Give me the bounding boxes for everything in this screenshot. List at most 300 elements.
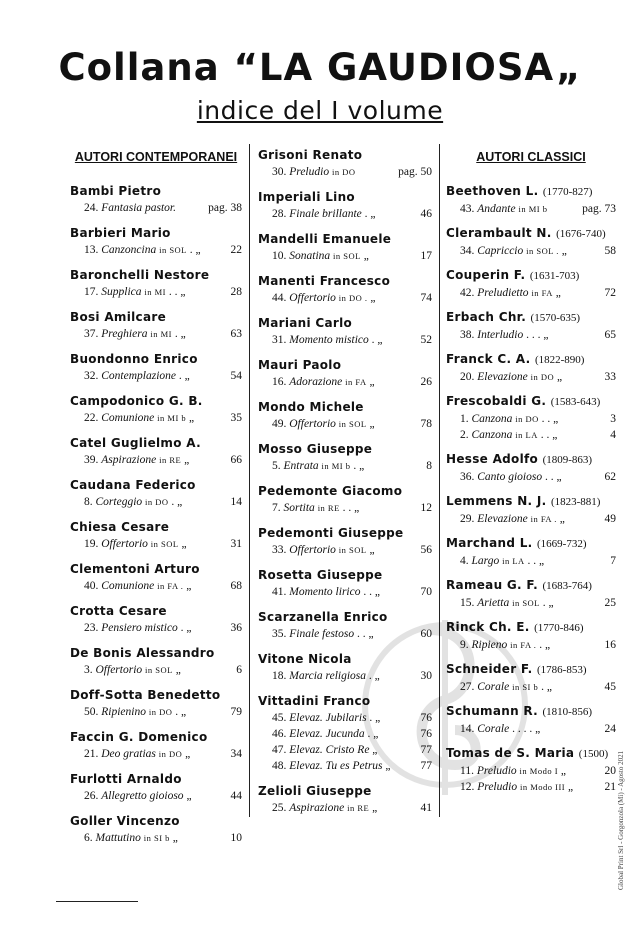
composer-entry <box>70 560 242 602</box>
composer-name <box>258 146 432 164</box>
composer-name <box>258 482 432 500</box>
composer-name-text: Caudana Federico <box>70 478 196 492</box>
page-number: 46 <box>420 208 432 220</box>
leader-dots: . „ <box>353 460 365 472</box>
piece-line <box>70 452 242 468</box>
page-number: pag. 50 <box>398 166 432 178</box>
piece-number: 23. <box>84 622 99 634</box>
piece-key: in FA . <box>157 581 184 591</box>
piece-title: Comunione <box>101 580 155 592</box>
composer-entry <box>258 230 432 272</box>
composer-entry <box>258 608 432 650</box>
piece-title: Andante <box>477 203 516 215</box>
piece-title: Elevaz. Jubilaris <box>289 712 367 724</box>
page-number: 4 <box>610 429 616 441</box>
leader-dots: „ <box>385 760 391 772</box>
piece-number: 24. <box>84 202 99 214</box>
composer-name <box>258 650 432 668</box>
piece-line <box>258 416 432 432</box>
piece-number: 19. <box>84 538 99 550</box>
composer-name <box>258 230 432 248</box>
page-number: pag. 73 <box>582 203 616 215</box>
page-number: 20 <box>604 765 616 777</box>
piece-line <box>258 248 432 264</box>
composer-entry <box>258 566 432 608</box>
composer-entry <box>70 182 242 224</box>
composer-name-text: Couperin F. <box>446 268 526 282</box>
piece-line <box>70 410 242 426</box>
composer-name <box>446 744 616 763</box>
composer-name <box>446 660 616 679</box>
composer-name-text: Mariani Carlo <box>258 316 353 330</box>
leader-dots: . „ <box>371 334 383 346</box>
piece-key: in DO <box>148 707 173 717</box>
leader-dots: . . „ <box>356 628 374 640</box>
piece-key: in RE <box>347 803 370 813</box>
column-heading: AUTORI CLASSICI <box>476 150 586 164</box>
piece-title: Offertorio <box>289 418 336 430</box>
composer-name-text: Campodonico G. B. <box>70 394 203 408</box>
composer-name <box>446 492 616 511</box>
composer-name <box>70 812 242 830</box>
piece-line <box>70 746 242 762</box>
piece-number: 21. <box>84 748 99 760</box>
page-number: 22 <box>230 244 242 256</box>
composer-name-text: Pedemonte Giacomo <box>258 484 403 498</box>
composer-name-text: Beethoven L. <box>446 184 539 198</box>
composer-name <box>258 188 432 206</box>
piece-number: 11. <box>460 765 474 777</box>
leader-dots: . . . „ <box>526 329 549 341</box>
piece-line <box>446 369 616 385</box>
leader-dots: „ <box>175 664 181 676</box>
composer-entry <box>446 224 616 266</box>
piece-number: 7. <box>272 502 281 514</box>
composer-name-text: Marchand L. <box>446 536 533 550</box>
collection-title: Collana “LA GAUDIOSA„ <box>58 46 582 89</box>
piece-line <box>70 494 242 510</box>
leader-dots: . . . . „ <box>512 723 541 735</box>
piece-title: Offertorio <box>289 544 336 556</box>
piece-title: Fantasia pastor. <box>101 202 177 214</box>
composer-name <box>70 560 242 578</box>
composer-entry <box>70 224 242 266</box>
piece-key: in DO <box>530 372 555 382</box>
leader-dots: „ <box>561 245 567 257</box>
composer-name-text: Crotta Cesare <box>70 604 167 618</box>
composer-dates: (1810-856) <box>542 706 593 718</box>
piece-title: Sonatina <box>289 250 331 262</box>
piece-line <box>258 800 432 816</box>
piece-line <box>446 763 616 779</box>
piece-number: 2. <box>460 429 469 441</box>
page-number: 68 <box>230 580 242 592</box>
page-number: pag. 38 <box>208 202 242 214</box>
page-number: 3 <box>610 413 616 425</box>
piece-number: 32. <box>84 370 99 382</box>
piece-title: Aspirazione <box>289 802 345 814</box>
piece-title: Preludio <box>289 166 330 178</box>
piece-line <box>70 620 242 636</box>
composer-name-text: Faccin G. Domenico <box>70 730 208 744</box>
column-divider-right <box>439 144 440 817</box>
piece-line <box>446 553 616 569</box>
composer-dates: (1809-863) <box>542 454 593 466</box>
composer-entry <box>70 686 242 728</box>
piece-line <box>70 536 242 552</box>
page-number: 65 <box>604 329 616 341</box>
piece-title: Canzona <box>471 429 513 441</box>
composer-name-text: Zelioli Giuseppe <box>258 784 372 798</box>
composer-entry <box>446 744 616 802</box>
page-number: 49 <box>604 513 616 525</box>
composer-dates: (1631-703) <box>529 270 580 282</box>
piece-line <box>446 779 616 795</box>
page-number: 77 <box>420 744 432 756</box>
composer-entry <box>446 702 616 744</box>
composer-name <box>70 392 242 410</box>
piece-number: 45. <box>272 712 287 724</box>
composer-name <box>258 524 432 542</box>
piece-line <box>70 578 242 594</box>
composer-entry <box>258 650 432 692</box>
composer-name-text: Goller Vincenzo <box>70 814 180 828</box>
composer-entry <box>446 308 616 350</box>
page-number: 6 <box>236 664 242 676</box>
piece-number: 43. <box>460 203 475 215</box>
piece-line <box>258 206 432 222</box>
piece-title: Canzoncina <box>101 244 157 256</box>
composer-entry <box>258 356 432 398</box>
composer-entry <box>70 266 242 308</box>
composer-entry <box>70 308 242 350</box>
composer-name-text: Bosi Amilcare <box>70 310 167 324</box>
page-number: 30 <box>420 670 432 682</box>
composer-entry <box>446 392 616 450</box>
composer-name-text: Rinck Ch. E. <box>446 620 530 634</box>
piece-title: Entrata <box>283 460 319 472</box>
piece-key: in SOL <box>159 245 187 255</box>
leader-dots: . . „ <box>363 586 380 598</box>
piece-number: 5. <box>272 460 281 472</box>
piece-line <box>70 326 242 342</box>
page-number: 63 <box>230 328 242 340</box>
leader-dots: . „ <box>180 622 192 634</box>
piece-title: Momento mistico <box>289 334 369 346</box>
composer-name <box>446 266 616 285</box>
leader-dots: „ <box>363 250 369 262</box>
piece-number: 22. <box>84 412 99 424</box>
composer-name-text: Bambi Pietro <box>70 184 162 198</box>
piece-line <box>446 201 616 217</box>
piece-line <box>258 758 432 774</box>
piece-title: Corale <box>477 723 510 735</box>
page-number: 45 <box>604 681 616 693</box>
piece-number: 17. <box>84 286 99 298</box>
piece-line <box>258 584 432 600</box>
piece-number: 14. <box>460 723 475 735</box>
composer-name-text: Buondonno Enrico <box>70 352 198 366</box>
composer-name-text: Scarzanella Enrico <box>258 610 388 624</box>
leader-dots: „ <box>372 802 378 814</box>
piece-title: Adorazione <box>289 376 343 388</box>
piece-number: 16. <box>272 376 287 388</box>
composer-entry <box>70 476 242 518</box>
page-number: 28 <box>230 286 242 298</box>
composer-name-text: Frescobaldi G. <box>446 394 547 408</box>
piece-number: 8. <box>84 496 93 508</box>
piece-line <box>258 668 432 684</box>
piece-number: 31. <box>272 334 287 346</box>
piece-title: Mattutino <box>95 832 141 844</box>
piece-title: Corale <box>477 681 510 693</box>
piece-number: 35. <box>272 628 287 640</box>
composer-entry <box>446 450 616 492</box>
composer-entry <box>258 314 432 356</box>
piece-line <box>70 368 242 384</box>
piece-title: Finale festoso <box>289 628 355 640</box>
piece-key: in DO . <box>338 293 368 303</box>
piece-key: in SOL <box>333 251 361 261</box>
leader-dots: „ <box>560 765 567 777</box>
piece-key: in SOL <box>338 545 367 555</box>
composer-name <box>70 266 242 284</box>
composer-name <box>70 350 242 368</box>
composer-name-text: De Bonis Alessandro <box>70 646 215 660</box>
leader-dots: „ <box>181 538 187 550</box>
piece-title: Comunione <box>101 412 155 424</box>
leader-dots: „ <box>184 454 190 466</box>
piece-line <box>258 164 432 180</box>
composer-name-text: Furlotti Arnaldo <box>70 772 182 786</box>
leader-dots: . „ <box>539 639 551 651</box>
piece-key: in RE <box>317 503 340 513</box>
composer-name-text: Barbieri Mario <box>70 226 171 240</box>
piece-title: Arietta <box>477 597 510 609</box>
piece-key: in DO <box>331 167 356 177</box>
composer-entry <box>446 576 616 618</box>
composer-name <box>258 314 432 332</box>
piece-line <box>446 285 616 301</box>
composer-entry <box>70 434 242 476</box>
piece-number: 48. <box>272 760 287 772</box>
page-number: 17 <box>420 250 432 262</box>
piece-line <box>446 679 616 695</box>
piece-key: in SI b <box>143 833 170 843</box>
composer-entry <box>258 524 432 566</box>
composer-dates: (1786-853) <box>537 664 587 676</box>
leader-dots: „ <box>369 544 375 556</box>
composer-name <box>70 770 242 788</box>
composer-name-text: Mandelli Emanuele <box>258 232 392 246</box>
composer-name-text: Rameau G. F. <box>446 578 538 592</box>
composer-dates: (1676-740) <box>556 228 606 240</box>
piece-title: Contemplazione <box>101 370 176 382</box>
composer-name-text: Rosetta Giuseppe <box>258 568 383 582</box>
composer-entry <box>258 782 432 824</box>
composer-name <box>446 534 616 553</box>
piece-title: Preludio <box>477 781 518 793</box>
composer-name-text: Chiesa Cesare <box>70 520 170 534</box>
composer-name <box>70 602 242 620</box>
leader-dots: . . „ <box>168 286 186 298</box>
page-number: 79 <box>230 706 242 718</box>
page-number: 35 <box>230 412 242 424</box>
composer-name <box>446 702 616 721</box>
composer-name <box>258 398 432 416</box>
piece-title: Pensiero mistico <box>101 622 178 634</box>
composer-name <box>70 644 242 662</box>
piece-title: Offertorio <box>101 538 148 550</box>
composer-name-text: Grisoni Renato <box>258 148 363 162</box>
piece-line <box>70 788 242 804</box>
composer-entry <box>70 392 242 434</box>
piece-line <box>70 242 242 258</box>
piece-number: 50. <box>84 706 99 718</box>
piece-title: Allegretto gioioso <box>101 790 184 802</box>
piece-line <box>446 427 616 443</box>
leader-dots: . . „ <box>540 429 558 441</box>
piece-title: Capriccio <box>477 245 524 257</box>
piece-number: 33. <box>272 544 287 556</box>
piece-key: in Modo III <box>519 782 566 792</box>
piece-title: Elevaz. Tu es Petrus <box>289 760 383 772</box>
piece-title: Elevazione <box>477 513 528 525</box>
leader-dots: „ <box>369 418 375 430</box>
composer-entry <box>258 398 432 440</box>
composer-dates: (1770-827) <box>542 186 593 198</box>
composer-entry <box>70 518 242 560</box>
page-number: 78 <box>420 418 432 430</box>
piece-title: Supplica <box>101 286 142 298</box>
composer-dates: (1570-635) <box>530 312 581 324</box>
composer-name-text: Lemmens N. J. <box>446 494 547 508</box>
piece-line <box>258 710 432 726</box>
piece-line <box>70 662 242 678</box>
composer-entry <box>70 350 242 392</box>
piece-key: in SOL . <box>526 246 559 256</box>
page-number: 77 <box>420 760 432 772</box>
page-number: 72 <box>604 287 616 299</box>
piece-line <box>446 469 616 485</box>
piece-number: 13. <box>84 244 99 256</box>
composer-dates: (1822-890) <box>534 354 585 366</box>
piece-number: 25. <box>272 802 287 814</box>
piece-title: Momento lirico <box>289 586 361 598</box>
piece-line <box>258 742 432 758</box>
composer-name-text: Baronchelli Nestore <box>70 268 210 282</box>
composer-name <box>446 576 616 595</box>
piece-number: 3. <box>84 664 93 676</box>
piece-line <box>258 542 432 558</box>
leader-dots: „ <box>186 580 192 592</box>
composer-name-text: Tomas de S. Maria <box>446 746 575 760</box>
page-number: 7 <box>610 555 616 567</box>
leader-dots: . „ <box>364 208 376 220</box>
piece-line <box>70 200 242 216</box>
piece-number: 27. <box>460 681 475 693</box>
leader-dots: „ <box>185 748 191 760</box>
piece-key: in RE <box>159 455 182 465</box>
page-number: 74 <box>420 292 432 304</box>
page-number: 62 <box>604 471 616 483</box>
composer-name <box>258 782 432 800</box>
piece-number: 44. <box>272 292 287 304</box>
piece-number: 41. <box>272 586 287 598</box>
piece-number: 49. <box>272 418 287 430</box>
piece-number: 28. <box>272 208 287 220</box>
piece-number: 47. <box>272 744 287 756</box>
piece-number: 40. <box>84 580 99 592</box>
leader-dots: . „ <box>369 712 381 724</box>
page-number: 44 <box>230 790 242 802</box>
page-number: 26 <box>420 376 432 388</box>
composer-name <box>70 182 242 200</box>
page-number: 10 <box>230 832 242 844</box>
composer-name-text: Mosso Giuseppe <box>258 442 373 456</box>
piece-number: 42. <box>460 287 475 299</box>
composer-name <box>446 182 616 201</box>
piece-title: Offertorio <box>95 664 143 676</box>
piece-line <box>446 637 616 653</box>
composer-name-text: Franck C. A. <box>446 352 531 366</box>
composer-name <box>258 608 432 626</box>
composer-name-text: Vittadini Franco <box>258 694 371 708</box>
page-number: 41 <box>420 802 432 814</box>
composer-name-text: Schumann R. <box>446 704 539 718</box>
piece-key: in LA <box>502 556 525 566</box>
piece-number: 36. <box>460 471 475 483</box>
piece-key: in LA <box>515 430 538 440</box>
piece-title: Preludietto <box>477 287 529 299</box>
page-number: 58 <box>604 245 616 257</box>
leader-dots: „ <box>372 744 378 756</box>
piece-key: in MI b <box>518 204 548 214</box>
piece-key: in MI b <box>321 461 351 471</box>
piece-title: Preghiera <box>101 328 148 340</box>
piece-title: Finale brillante <box>289 208 362 220</box>
composer-name <box>70 518 242 536</box>
piece-title: Corteggio <box>95 496 143 508</box>
page-number: 12 <box>420 502 432 514</box>
piece-title: Canto gioioso <box>477 471 543 483</box>
page-number: 56 <box>420 544 432 556</box>
page-number: 70 <box>420 586 432 598</box>
piece-key: in MI <box>150 329 172 339</box>
composer-name-text: Erbach Chr. <box>446 310 527 324</box>
leader-dots: . „ <box>171 496 183 508</box>
volume-index-subtitle: indice del I volume <box>196 96 444 125</box>
composer-name <box>70 686 242 704</box>
piece-line <box>446 327 616 343</box>
page-number: 14 <box>230 496 242 508</box>
leader-dots: . . „ <box>342 502 360 514</box>
piece-number: 1. <box>460 413 469 425</box>
composer-name-text: Clementoni Arturo <box>70 562 200 576</box>
composer-name-text: Imperiali Lino <box>258 190 355 204</box>
composer-entry <box>258 482 432 524</box>
composer-entry <box>70 644 242 686</box>
piece-key: in SOL <box>145 665 173 675</box>
piece-number: 34. <box>460 245 475 257</box>
composer-name <box>446 618 616 637</box>
piece-key: in FA . <box>530 514 557 524</box>
composer-name-text: Mondo Michele <box>258 400 364 414</box>
composer-dates: (1823-881) <box>550 496 601 508</box>
composer-dates: (1500) <box>578 748 609 760</box>
composer-name-text: Hesse Adolfo <box>446 452 539 466</box>
composer-name <box>258 692 432 710</box>
